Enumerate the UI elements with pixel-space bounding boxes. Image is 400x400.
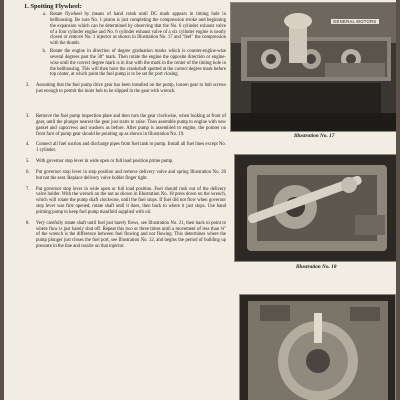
section-heading: 1. Spotting Flywheel:	[24, 3, 82, 10]
step-text: Connect all fuel suction and discharge pipes from fuel tank to pump. Install all fuel lines except No. 1 cylinder.	[36, 142, 226, 154]
step-1	[26, 11, 226, 78]
step-number: 4.	[26, 142, 30, 148]
step-text: Put governor stop lever in wide open or full load position. Fuel should rush out of the delivery valve holder. With the wrench on the nut as shown in Illustration No. 18 press down on the wrench, which will rotate the pump shaft clockwise, until the fuel stops. If fuel did not flow when governor stop lever was first opened, rotate shaft until it does, then back to where it just stops. Use hand priming pump to keep fuel pump manifold supplied with oil.	[36, 186, 226, 215]
pump-gear-image	[240, 295, 395, 400]
illustration-18-photo	[234, 154, 396, 262]
step-8	[26, 221, 226, 250]
substep-b	[36, 49, 226, 78]
substep-text: Rotate flywheel by means of hand crank until DC mark appears in timing hole in bellhousing. Be sure No. 1 piston is just completing the compression stroke and beginning the expansion which can be determined by observing that the No. 6 cylinder exhaust valve of a four cylinder engine and No. 6 cylinder exhaust valve of a six cylinder engine is nearly closed or remove No. 1 injector as shown in Illustration No. 17 and "feel" the compression with the thumb.	[50, 12, 226, 47]
step-number: 7.	[26, 186, 30, 192]
instructions-column	[26, 11, 226, 250]
illustration-18-caption: Illustration No. 18	[296, 264, 337, 270]
substep-letter: a.	[42, 12, 46, 17]
illustration-19-photo	[239, 294, 396, 400]
engine-nameplate-label: GENERAL MOTORS	[333, 19, 377, 24]
step-number	[26, 11, 33, 78]
step-7	[26, 187, 226, 216]
step-5	[26, 159, 226, 165]
illustration-17-photo	[230, 2, 396, 132]
step-4	[26, 142, 226, 154]
step-text: Assuming that the fuel pump drive gear has been installed on the pump, loosen gear to hub screws just enough to permit the inner hub to be slipped in the gear with wrench.	[36, 83, 226, 95]
step-number: 6.	[26, 169, 30, 175]
illustration-17-caption: Illustration No. 17	[294, 133, 335, 139]
substep-letter: b.	[42, 49, 46, 55]
step-2	[26, 83, 226, 95]
pump-wrench-image	[235, 155, 396, 261]
step-number: 5.	[26, 159, 30, 165]
step-text: Put governor stop lever in stop position and remove delivery valve and spring Illustration No. 20 but not the seat. Replace delivery valve holder finger tight.	[36, 169, 226, 181]
step-number: 3.	[26, 113, 30, 119]
step-text: Very carefully rotate shaft until fuel just barely flows, see Illustration No. 21, then back to point to where flow is just barely shut off. Repeat this two or three times until a movement of less than ⅛" of the wrench is the difference between fuel flowing and not flowing. This determines where the pump plunger just closes the fuel port, see Illustration No. 12, and begins the period of building up pressure in the line and nozzle on that injector.	[36, 220, 226, 250]
substep-a	[36, 12, 226, 47]
document-page	[4, 0, 396, 400]
substep-text: Rotate the engine in direction of degree graduation marks which is counter-engine-wise several degrees past the 30° mark. Then rotate the engine the opposite direction or engine-wise until the correct degree mark is in line with the mark in the center of the timing hole in the bellhousing. This will then have the crankshaft spotted at the correct degree mark before top center, at which point the fuel pump is to be set for port closing.	[50, 49, 226, 78]
step-6	[26, 170, 226, 182]
step-number: 8.	[26, 220, 30, 226]
step-number: 2.	[26, 83, 30, 89]
step-text: With governor stop lever in wide open or full load position prime pump	[36, 159, 173, 165]
step-3	[26, 114, 226, 137]
step-text: Remove the fuel pump inspection plate and then turn the gear clockwise, when looking at front of gear, until the plunger nearest the gear just starts to raise. Then assemble pump to engine with new gasket and capscrews and washers as before. After pump is assembled to engine, the pointer on front face of pump gear should be pointing up as shown in Illustration No. 19.	[36, 113, 226, 137]
